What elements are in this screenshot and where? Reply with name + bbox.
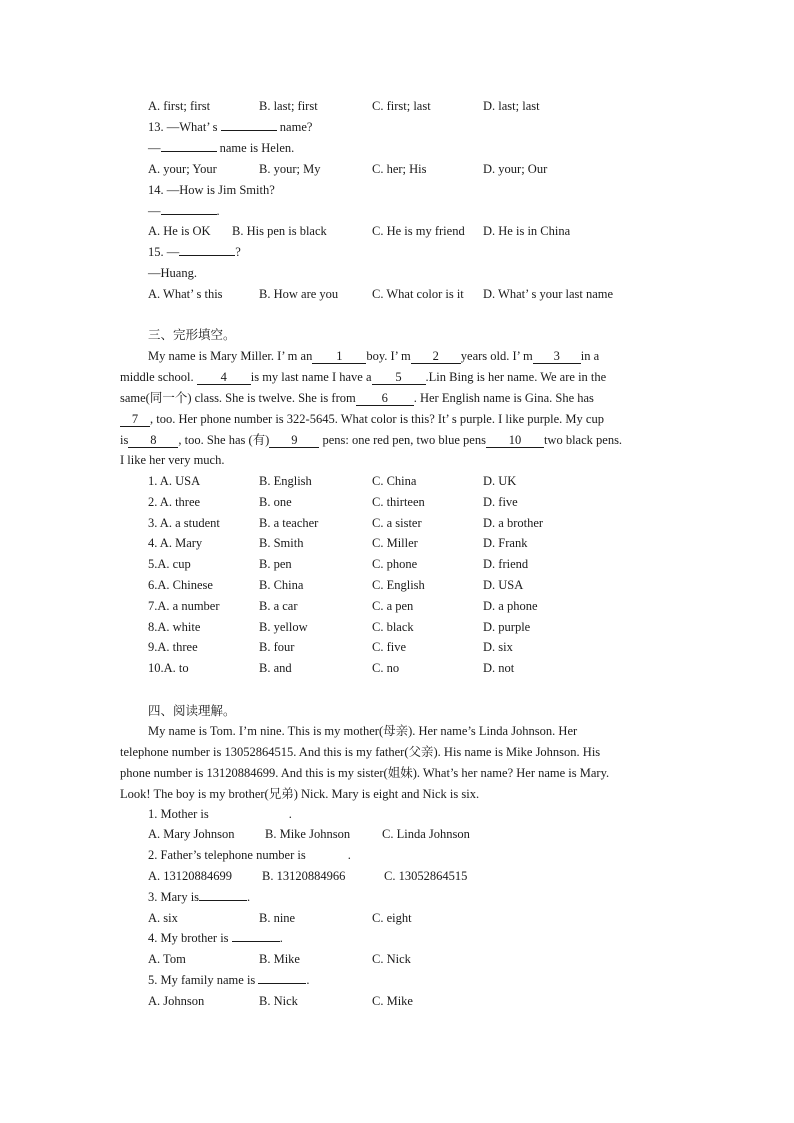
option-b: B. Mike	[259, 952, 300, 966]
option-b: B. yellow	[259, 619, 308, 634]
option-d: D. USA	[483, 578, 524, 592]
blank-2: 2	[411, 349, 461, 364]
reading-q4: 4. My brother is .	[148, 931, 283, 945]
q14-question: 14. —How is Jim Smith?	[148, 183, 275, 197]
blank	[161, 151, 217, 152]
option-d: D. What’ s your last name	[483, 287, 614, 301]
blank-5: 5	[372, 370, 426, 385]
option-c: C. a sister	[372, 515, 422, 530]
option-b: B. Smith	[259, 536, 304, 551]
option-a: 10.A. to	[148, 661, 189, 676]
option-d: D. Frank	[483, 536, 528, 551]
option-a: A. Mary Johnson	[148, 827, 235, 841]
option-b: B. and	[259, 661, 292, 676]
option-b: B. four	[259, 640, 295, 655]
option-a: 9.A. three	[148, 640, 198, 655]
option-c: C. English	[372, 578, 425, 592]
q15-question: 15. — ?	[148, 245, 241, 259]
q14-answer-line: — .	[148, 204, 220, 218]
option-b: B. pen	[259, 557, 292, 572]
option-b: B. China	[259, 578, 304, 592]
option-b: B. your; My	[259, 162, 321, 176]
option-c: C. Linda Johnson	[382, 827, 470, 841]
cloze-line-2: middle school. 4 is my last name I have a 5 .Lin Bing is her name. We are in the	[120, 370, 607, 384]
option-c: C. What color is it	[372, 287, 464, 301]
blank	[221, 130, 277, 131]
option-c: C. 13052864515	[384, 869, 468, 883]
option-c: C. Miller	[372, 536, 418, 551]
option-a: 7.A. a number	[148, 598, 220, 613]
option-a: 2. A. three	[148, 494, 201, 509]
option-c: C. five	[372, 640, 407, 655]
option-c: C. no	[372, 661, 400, 676]
option-d: D. five	[483, 494, 518, 509]
option-b: B. last; first	[259, 99, 318, 113]
blank	[179, 255, 235, 256]
section4-title: 四、阅读理解。	[148, 704, 236, 718]
blank-1: 1	[312, 349, 366, 364]
blank	[258, 983, 306, 984]
option-a: 6.A. Chinese	[148, 578, 213, 592]
option-c: C. Nick	[372, 952, 411, 966]
q13-answer-line: — name is Helen.	[148, 141, 295, 155]
cloze-line-1: My name is Mary Miller. I’ m an 1 boy. I’ m 2 years old. I’ m 3 in a	[148, 349, 600, 363]
option-a: A. Johnson	[148, 994, 205, 1008]
option-a: 4. A. Mary	[148, 536, 203, 551]
option-c: C. Mike	[372, 994, 413, 1008]
option-c: C. black	[372, 619, 414, 634]
blank-6: 6	[356, 391, 414, 406]
option-a: 8.A. white	[148, 619, 201, 634]
option-b: B. a teacher	[259, 515, 319, 530]
option-b: B. His pen is black	[232, 224, 327, 238]
option-a: A. your; Your	[148, 162, 217, 176]
cloze-line-4: 7 , too. Her phone number is 322-5645. What color is this? It’ s purple. I like purple. My cup	[120, 411, 604, 427]
passage-line-4: Look! The boy is my brother(兄弟) Nick. Mary is eight and Nick is six.	[120, 787, 480, 801]
option-a: A. What’ s this	[148, 287, 223, 301]
option-b: B. Mike Johnson	[265, 827, 351, 841]
reading-q3: 3. Mary is .	[148, 890, 251, 904]
option-c: C. first; last	[372, 99, 431, 113]
cloze-line-3: same(同一个) class. She is twelve. She is from 6 . Her English name is Gina. She has	[120, 391, 594, 405]
option-b: B. nine	[259, 911, 296, 925]
option-a: 1. A. USA	[148, 474, 201, 488]
option-b: B. one	[259, 494, 292, 509]
option-d: D. six	[483, 640, 513, 655]
option-c: C. a pen	[372, 598, 414, 613]
option-a: A. Tom	[148, 952, 186, 966]
blank	[161, 214, 217, 215]
option-d: D. friend	[483, 557, 529, 572]
option-d: D. a phone	[483, 598, 538, 613]
option-d: D. a brother	[483, 515, 544, 530]
option-d: D. He is in China	[483, 224, 571, 238]
passage-line-2: telephone number is 13052864515. And this is my father(父亲). His name is Mike Johnson. His	[120, 745, 601, 759]
option-c: C. He is my friend	[372, 224, 465, 238]
option-d: D. not	[483, 661, 515, 676]
option-d: D. last; last	[483, 99, 540, 113]
option-d: D. UK	[483, 474, 517, 488]
blank	[232, 941, 280, 942]
option-a: A. 13120884699	[148, 869, 233, 883]
q15-answer: —Huang.	[148, 266, 197, 280]
option-b: B. English	[259, 474, 312, 488]
option-a: A. He is OK	[148, 224, 211, 238]
section3-title: 三、完形填空。	[148, 328, 236, 342]
cloze-line-5: is 8 , too. She has (有) 9 pens: one red pen, two blue pens 10 two black pens.	[120, 433, 623, 447]
blank-9: 9	[269, 433, 319, 448]
option-b: B. Nick	[259, 994, 298, 1008]
option-a: A. six	[148, 911, 178, 925]
option-a: 3. A. a student	[148, 515, 220, 530]
blank-3: 3	[533, 349, 581, 364]
blank	[199, 900, 247, 901]
passage-line-1: My name is Tom. I’m nine. This is my mother(母亲). Her name’s Linda Johnson. Her	[148, 724, 578, 738]
option-c: C. China	[372, 474, 417, 488]
blank-4: 4	[197, 370, 251, 385]
q13-question: 13. —What’ s name?	[148, 120, 313, 134]
option-b: B. a car	[259, 598, 298, 613]
option-c: C. thirteen	[372, 494, 425, 509]
reading-q2: 2. Father’s telephone number is .	[148, 848, 351, 862]
option-c: C. her; His	[372, 162, 427, 176]
reading-q1: 1. Mother is .	[148, 807, 292, 821]
option-a: 5.A. cup	[148, 557, 191, 572]
option-a: A. first; first	[148, 99, 211, 113]
option-b: B. How are you	[259, 287, 339, 301]
option-c: C. phone	[372, 557, 418, 572]
option-d: D. your; Our	[483, 162, 548, 176]
blank-7: 7	[120, 412, 150, 427]
option-c: C. eight	[372, 911, 412, 925]
blank-8: 8	[128, 433, 178, 448]
reading-q5: 5. My family name is .	[148, 973, 310, 987]
option-d: D. purple	[483, 619, 531, 634]
passage-line-3: phone number is 13120884699. And this is my sister(姐妹). What’s her name? Her name is Mary.	[120, 766, 610, 780]
cloze-line-6: I like her very much.	[120, 453, 225, 467]
blank-10: 10	[486, 433, 544, 448]
option-b: B. 13120884966	[262, 869, 346, 883]
